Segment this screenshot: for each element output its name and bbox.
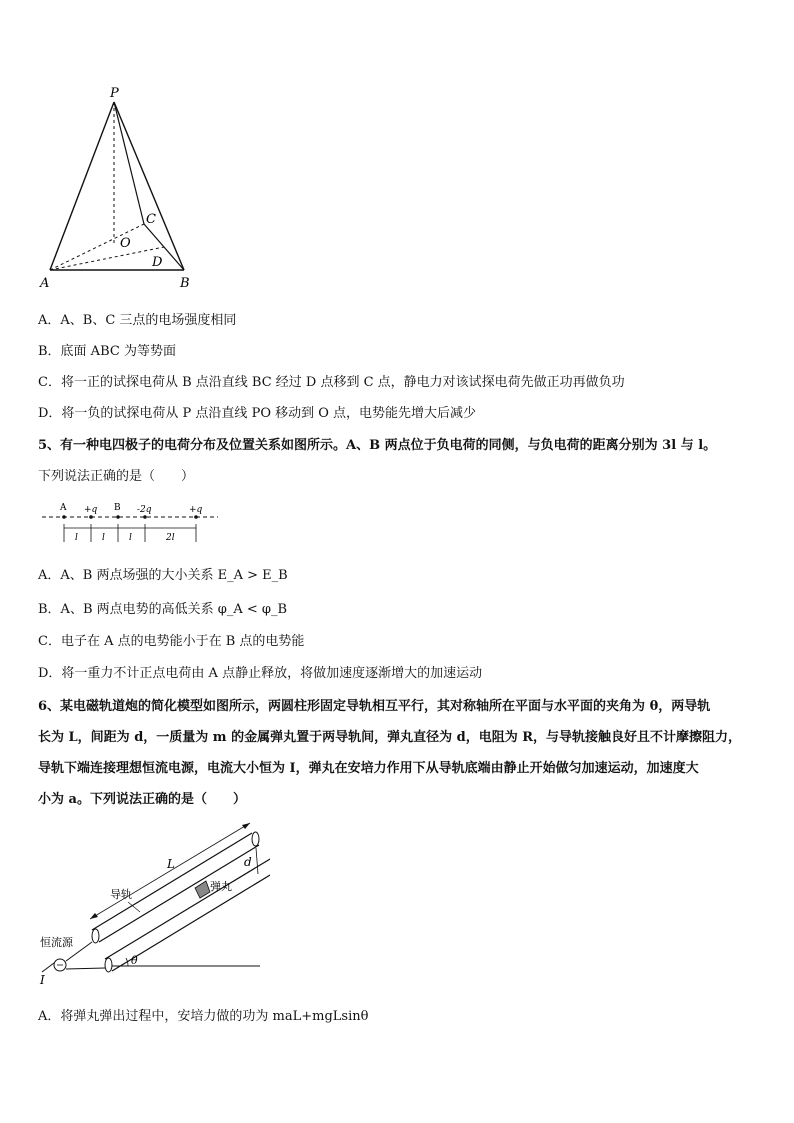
label-P: P (110, 86, 119, 101)
q6-stem-line3: 导轨下端连接理想恒流电源，电流大小恒为 I，弹丸在安培力作用下从导轨底端由静止开始做匀加速运动，加速度大 (38, 761, 699, 776)
fig5-span-3: l (129, 533, 132, 543)
q4-option-c: C．将一正的试探电荷从 B 点沿直线 BC 经过 D 点移到 C 点，静电力对该试探电荷先做正功再做负功 (38, 375, 625, 390)
quadrupole-figure (38, 498, 228, 546)
q5-option-a: A．A、B 两点场强的大小关系 E_A > E_B (38, 568, 288, 583)
fig5-span-4: 2l (166, 533, 175, 543)
q4-option-d: D．将一负的试探电荷从 P 点沿直线 PO 移动到 O 点，电势能先增大后减少 (38, 406, 477, 421)
label-O: O (120, 236, 131, 251)
upper-rail-end (92, 929, 99, 943)
q4-option-a: A．A、B、C 三点的电场强度相同 (38, 313, 237, 328)
fig5-label-plus-q-1: +q (84, 505, 98, 515)
bullet-icon (195, 881, 210, 898)
q5-option-b: B．A、B 两点电势的高低关系 φ_A < φ_B (38, 602, 288, 617)
fig5-label-minus-2q: -2q (137, 505, 152, 515)
railgun-figure (30, 818, 270, 993)
label-C: C (146, 212, 156, 227)
fig5-label-A: A (60, 503, 67, 513)
dimension-d (256, 848, 258, 874)
pyramid-figure (30, 80, 210, 295)
q6-option-a: A．将弹丸弹出过程中，安培力做的功为 maL+mgLsinθ (38, 1009, 369, 1024)
arrowhead-L-start (90, 913, 98, 919)
charge-plus-q-2 (194, 515, 198, 519)
fig6-label-rail: 导轨 (110, 888, 132, 901)
fig6-label-L: L (167, 857, 175, 871)
arrowhead-L-end (242, 823, 250, 829)
fig6-label-theta: θ (131, 954, 138, 967)
q6-stem-line2: 长为 L，间距为 d，一质量为 m 的金属弹丸置于两导轨间，弹丸直径为 d，电阻为 R，与导轨接触良好且不计摩擦阻力， (38, 730, 742, 745)
q5-option-c: C．电子在 A 点的电势能小于在 B 点的电势能 (38, 634, 305, 649)
q5-option-d: D．将一重力不计正点电荷由 A 点静止释放，将做加速度逐渐增大的加速运动 (38, 666, 483, 681)
fig5-span-2: l (102, 533, 105, 543)
point-B (116, 515, 120, 519)
q5-stem-line1: 5、有一种电四极子的电荷分布及位置关系如图所示。A、B 两点位于负电荷的同侧，与负电荷的距离分别为 3l 与 l。 (38, 438, 717, 453)
fig6-label-source: 恒流源 (40, 936, 73, 949)
lower-rail-end (105, 958, 112, 972)
label-A: A (40, 276, 50, 291)
fig5-span-1: l (75, 533, 78, 543)
label-B: B (180, 276, 190, 291)
q6-stem-line1: 6、某电磁轨道炮的简化模型如图所示，两圆柱形固定导轨相互平行，其对称轴所在平面与水平面的夹角为 θ，两导轨 (38, 699, 711, 714)
label-D: D (152, 255, 163, 270)
charge-minus-2q (143, 515, 147, 519)
source-wire-lower (66, 968, 105, 969)
fig5-label-plus-q-2: +q (189, 505, 203, 515)
charge-plus-q-1 (89, 515, 93, 519)
q6-stem-line4: 小为 a。下列说法正确的是（ ） (38, 792, 246, 807)
fig6-label-d: d (244, 855, 252, 869)
edge-PA (50, 102, 114, 270)
upper-rail-far-end (252, 832, 259, 846)
source-wire (42, 963, 54, 972)
q5-stem-line2: 下列说法正确的是（ ） (38, 469, 195, 484)
line-AD (50, 247, 164, 270)
point-A (62, 515, 66, 519)
dimension-L (90, 823, 250, 919)
fig6-label-bullet: 弹丸 (210, 880, 232, 893)
q4-option-b: B．底面 ABC 为等势面 (38, 344, 176, 359)
fig5-label-B: B (114, 503, 121, 513)
fig6-label-I: I (40, 973, 45, 987)
